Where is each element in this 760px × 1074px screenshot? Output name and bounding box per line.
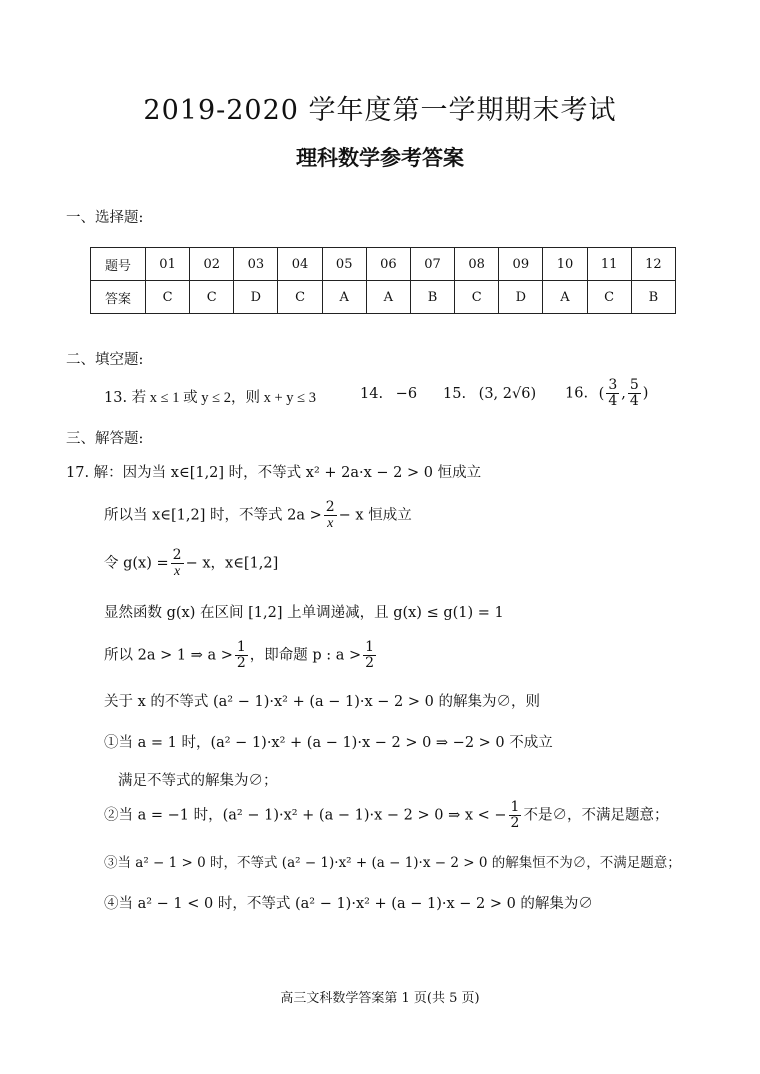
frac-numerator: 1 bbox=[510, 799, 520, 815]
page-title: 2019-2020 学年度第一学期期末考试 bbox=[143, 95, 617, 126]
page-subtitle: 理科数学参考答案 bbox=[296, 146, 464, 170]
table-cell: C bbox=[190, 281, 234, 314]
table-cell: 07 bbox=[410, 248, 454, 281]
frac-numerator: 1 bbox=[236, 639, 246, 655]
table-cell: 09 bbox=[499, 248, 543, 281]
table-cell: 05 bbox=[322, 248, 366, 281]
table-cell: C bbox=[587, 281, 631, 314]
solution-line-11: ④当 a² − 1 < 0 时，不等式 (a² − 1)·x² + (a − 1)·x − 2 > 0 的解集为∅ bbox=[104, 896, 593, 912]
table-cell: 01 bbox=[146, 248, 190, 281]
table-row bbox=[91, 281, 676, 314]
text: 所以当 x∈[1,2] 时，不等式 2a > bbox=[104, 507, 322, 524]
table-cell: A bbox=[543, 281, 587, 314]
question-number: 15. bbox=[443, 386, 467, 402]
frac-denominator: x bbox=[327, 516, 334, 531]
fill-answer-16: 16. ( $\frac{3}{4}$ , $\frac{5}{4}$ ) bbox=[565, 377, 649, 409]
text: ，即命题 p : a > bbox=[249, 647, 362, 664]
section-heading-fill: 二、填空题: bbox=[66, 352, 144, 368]
solution-line-6: 关于 x 的不等式 (a² − 1)·x² + (a − 1)·x − 2 > 0 的解集为∅，则 bbox=[104, 694, 540, 710]
answer-table bbox=[90, 247, 676, 314]
table-cell: 03 bbox=[234, 248, 278, 281]
table-cell: B bbox=[631, 281, 675, 314]
table-cell: C bbox=[455, 281, 499, 314]
text: 不是∅，不满足题意； bbox=[523, 807, 669, 824]
page-footer: 高三文科数学答案第 1 页(共 5 页) bbox=[280, 991, 480, 1006]
text: 令 g(x) = bbox=[104, 555, 169, 572]
frac-numerator: 2 bbox=[172, 547, 182, 563]
table-cell: 08 bbox=[455, 248, 499, 281]
solution-line-2 bbox=[104, 500, 412, 531]
frac-denominator: 2 bbox=[236, 655, 246, 671]
text: ②当 a = −1 时，(a² − 1)·x² + (a − 1)·x − 2 > 0 ⇒ x < − bbox=[104, 807, 507, 824]
frac-denominator: x bbox=[174, 564, 181, 579]
frac-denominator: 2 bbox=[365, 655, 375, 671]
frac-denominator: 4 bbox=[629, 393, 639, 409]
table-cell: D bbox=[234, 281, 278, 314]
frac-denominator: 4 bbox=[608, 393, 618, 409]
table-cell: 06 bbox=[366, 248, 410, 281]
section-heading-choice: 一、选择题: bbox=[66, 210, 144, 226]
table-cell: 12 bbox=[631, 248, 675, 281]
table-cell: 02 bbox=[190, 248, 234, 281]
table-cell: A bbox=[366, 281, 410, 314]
frac-numerator: 2 bbox=[325, 499, 335, 515]
frac-numerator: 5 bbox=[629, 377, 639, 393]
frac-denominator: 2 bbox=[510, 815, 520, 831]
section-heading-solution: 三、解答题: bbox=[66, 431, 144, 447]
solution-line-4: 显然函数 g(x) 在区间 [1,2] 上单调递减，且 g(x) ≤ g(1) = 1 bbox=[104, 605, 504, 621]
answer-text: 若 x ≤ 1 或 y ≤ 2，则 x + y ≤ 3 bbox=[131, 390, 316, 406]
table-row-label: 题号 bbox=[91, 248, 146, 281]
solution-line-5 bbox=[104, 640, 378, 671]
table-cell: D bbox=[499, 281, 543, 314]
text: − x，x∈[1,2] bbox=[185, 555, 279, 572]
frac-numerator: 1 bbox=[365, 639, 375, 655]
fill-answer-15 bbox=[443, 386, 536, 402]
text: 所以 2a > 1 ⇒ a > bbox=[104, 647, 233, 664]
table-cell: 10 bbox=[543, 248, 587, 281]
solution-line-10: ③当 a² − 1 > 0 时，不等式 (a² − 1)·x² + (a − 1)·x − 2 > 0 的解集恒不为∅，不满足题意； bbox=[104, 855, 681, 871]
fill-answer-13 bbox=[104, 386, 316, 407]
table-cell: 04 bbox=[278, 248, 322, 281]
solution-line-9 bbox=[104, 800, 668, 831]
solution-line-3 bbox=[104, 548, 278, 579]
question-number: 13. bbox=[104, 390, 128, 406]
table-cell: 11 bbox=[587, 248, 631, 281]
question-number: 14. bbox=[360, 386, 384, 402]
frac-numerator: 3 bbox=[608, 377, 618, 393]
solution-line-7: ①当 a = 1 时，(a² − 1)·x² + (a − 1)·x − 2 > 0 ⇒ −2 > 0 不成立 bbox=[104, 735, 553, 751]
table-cell: C bbox=[146, 281, 190, 314]
answer-text: −6 bbox=[395, 386, 418, 402]
table-cell: C bbox=[278, 281, 322, 314]
table-row bbox=[91, 248, 676, 281]
table-cell: B bbox=[410, 281, 454, 314]
table-cell: A bbox=[322, 281, 366, 314]
question-number: 16. bbox=[565, 385, 589, 402]
text: − x 恒成立 bbox=[338, 507, 412, 524]
solution-line-1: 17. 解：因为当 x∈[1,2] 时，不等式 x² + 2a·x − 2 > 0 恒成立 bbox=[66, 465, 482, 481]
table-row-label: 答案 bbox=[91, 281, 146, 314]
answer-text: (3, 2√6) bbox=[478, 386, 537, 402]
solution-line-8: 满足不等式的解集为∅； bbox=[118, 773, 278, 789]
fill-answer-14 bbox=[360, 386, 417, 402]
